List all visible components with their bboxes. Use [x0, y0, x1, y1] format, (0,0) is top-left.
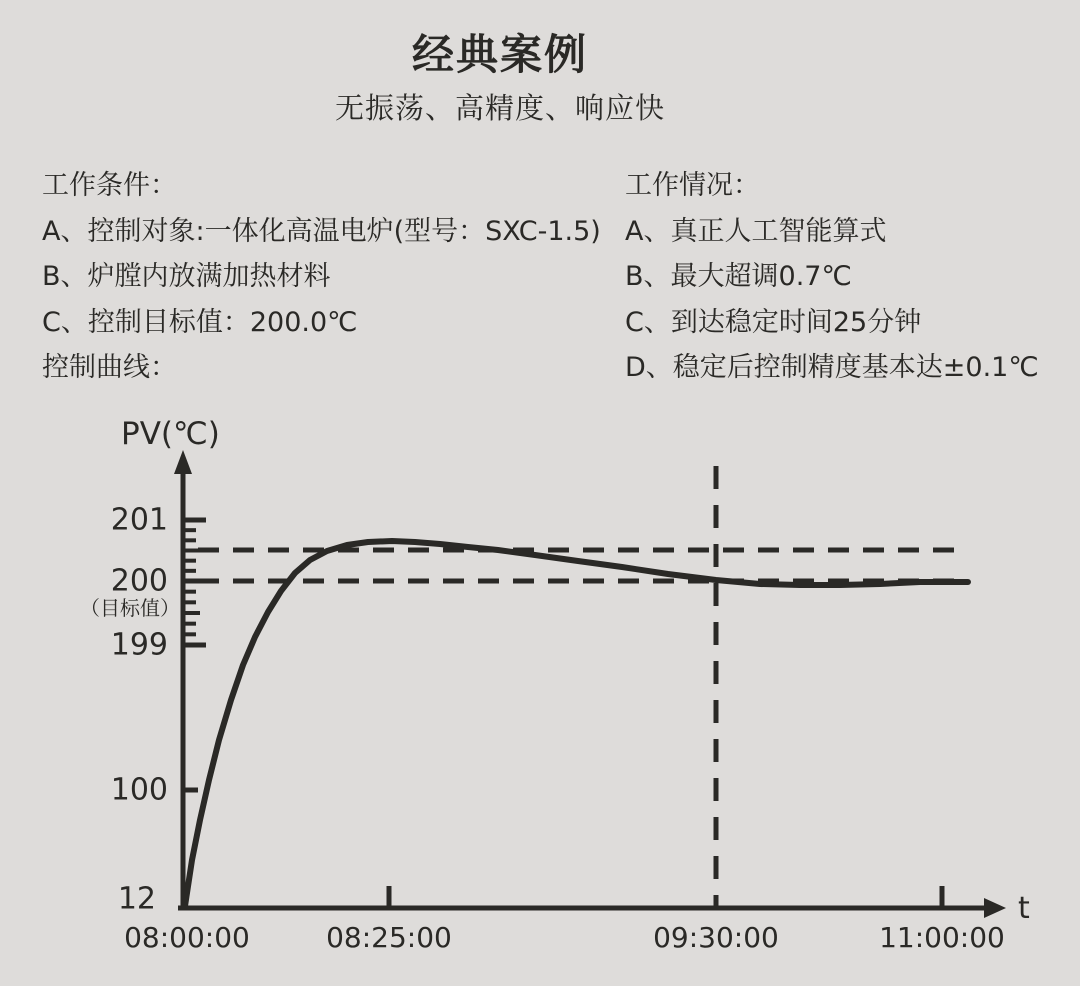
y-axis-arrow-icon [174, 450, 192, 474]
performance-item-b: B、最大超调0.7℃ [625, 261, 852, 292]
performance-heading: 工作情况： [625, 170, 760, 201]
performance-item-a: A、真正人工智能算式 [625, 215, 887, 247]
y-tick-label: 201 [110, 502, 168, 538]
y-tick-label: 100 [110, 772, 168, 808]
x-tick-label: 11:00:00 [879, 921, 1005, 954]
x-axis-arrow-icon [984, 898, 1006, 918]
x-tick-label: 09:30:00 [653, 921, 779, 954]
pv-curve [185, 541, 968, 906]
page-subtitle: 无振荡、高精度、响应快 [334, 91, 665, 125]
condition-item-a: A、控制对象:一体化高温电炉(型号：SXC-1.5) [42, 215, 601, 247]
x-tick-label: 08:00:00 [124, 921, 250, 954]
page-title: 经典案例 [411, 30, 588, 79]
condition-item-c: C、控制目标值：200.0℃ [42, 306, 358, 338]
target-value-label: （目标值） [80, 596, 180, 620]
y-tick-label: 199 [110, 627, 168, 663]
conditions-heading: 工作条件： [42, 170, 177, 201]
condition-item-b: B、炉膛内放满加热材料 [42, 261, 331, 292]
y-tick-label: 200 [110, 563, 168, 599]
x-tick-label: 08:25:00 [326, 921, 452, 954]
performance-item-c: C、到达稳定时间25分钟 [625, 306, 922, 338]
x-axis-label: t [1018, 891, 1030, 926]
y-origin-label: 12 [117, 881, 156, 917]
control-curve-caption: 控制曲线： [42, 352, 177, 383]
y-axis-label: PV(℃) [121, 416, 220, 452]
performance-item-d: D、稳定后控制精度基本达±0.1℃ [625, 352, 1039, 383]
